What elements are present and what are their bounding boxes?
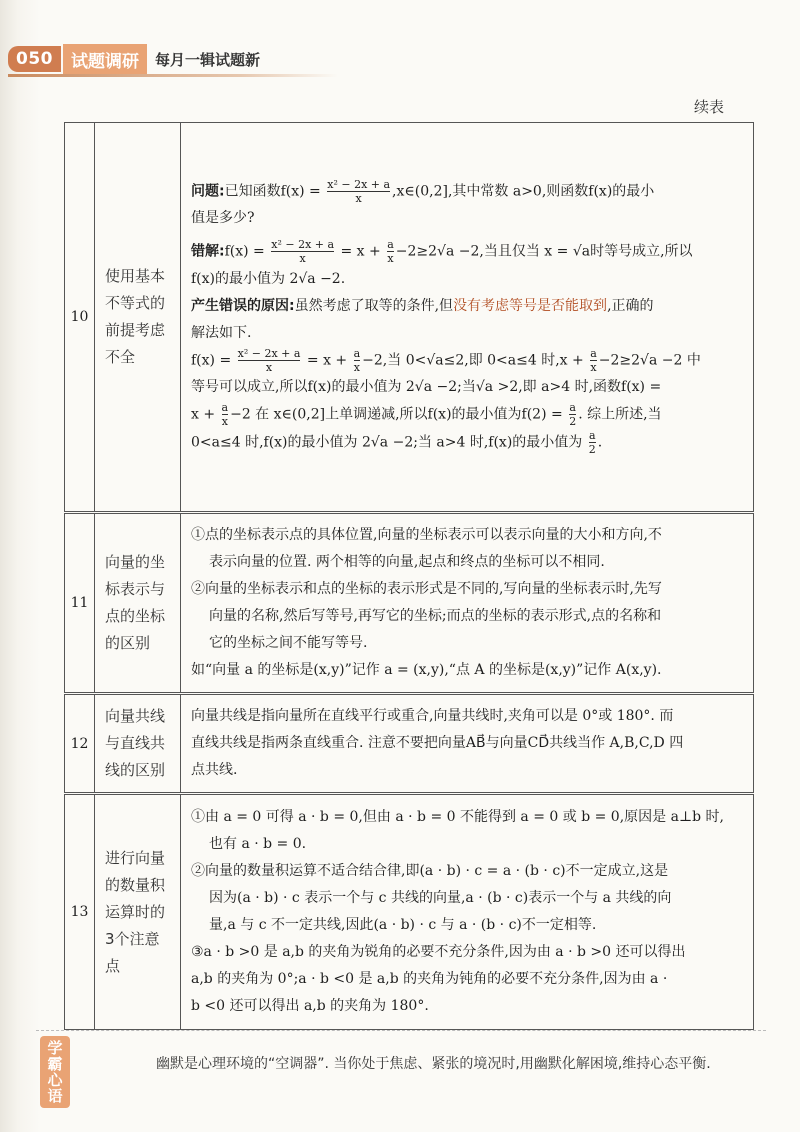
wrong-solution-line: f(x)的最小值为 2√a −2. [191,270,346,287]
content-line: 点共线. [191,762,238,778]
reason-line: 解法如下. [191,324,252,341]
content-line: 量,a 与 c 不一定共线,因此(a · b) · c 与 a · (b · c)不一定相等. [209,917,597,933]
content-line: ②向量的坐标表示和点的坐标的表示形式是不同的,写向量的坐标表示时,先写 [191,581,662,597]
reason-label: 产生错误的原因: [191,297,295,314]
footer-divider [36,1030,766,1031]
page-number: 050 [8,46,61,72]
highlighted-text: 没有考虑等号是否能取到 [453,297,608,314]
content-line: 向量共线是指向量所在直线平行或重合,向量共线时,夹角可以是 0°或 180°. 而 [191,708,674,724]
row-topic: 向量的坐标表示与点的坐标的区别 [95,513,181,694]
content-line: ②向量的数量积运算不适合结合律,即(a · b) · c = a · (b · c)不一定成立,这是 [191,863,669,879]
content-line: 它的坐标之间不能写等号. [209,635,368,651]
header-slogan: 每月一辑试题新 [155,50,261,69]
wrong-label: 错解: [191,243,225,260]
wrong-solution-line: 错解:f(x) = $\frac{\text{x² − 2x + a}}{x}$ = x + $\frac{a}{x}$ −2≥2√a −2,当且仅当 x = √a时等号成立,所以 [191,238,693,266]
question-line: 问题:已知函数f(x) = $\frac{\text{x² − 2x + a}}{x}$ ,x∈(0,2],其中常数 a>0,则函数f(x)的最小 [191,177,655,205]
fraction: $\frac{a}{x}$ [221,401,229,429]
row-content [181,513,754,694]
reason-line: 产生错误的原因:虽然考虑了取等的条件,但没有考虑等号是否能取到,正确的 [191,297,654,314]
content-line: 如“向量 a 的坐标是(x,y)”记作 a = (x,y),“点 A 的坐标是(x,y)”记作 A(x,y). [191,662,662,678]
row-content [181,123,754,513]
row-number: 11 [65,513,95,694]
solution-line: 等号可以成立,所以f(x)的最小值为 2√a −2;当√a >2,即 a>4 时,函数f(x) = [191,379,662,396]
footer-tab-label: 学霸心语 [45,1040,64,1104]
fraction: $\frac{a}{x}$ [387,238,394,266]
content-table [64,122,754,1030]
row-topic: 使用基本不等式的前提考虑不全 [95,123,181,513]
question-label: 问题: [191,183,225,200]
row-number: 13 [65,794,95,1030]
table-row [65,513,754,694]
header-divider [8,74,338,77]
content-line: a,b 的夹角为 0°;a · b <0 是 a,b 的夹角为钝角的必要不充分条件,因为由 a · [191,971,668,987]
footer-quote: 幽默是心理环境的“空调器”. 当你处于焦虑、紧张的境况时,用幽默化解困境,维持心态平衡. [156,1056,711,1072]
content-line: ③a · b >0 是 a,b 的夹角为锐角的必要不充分条件,因为由 a · b >0 还可以得出 [191,944,686,960]
continued-label: 续表 [694,98,725,116]
solution-line: 0<a≤4 时,f(x)的最小值为 2√a −2;当 a>4 时,f(x)的最小值为 $\frac{a}{2}$ . [191,428,603,456]
solution-line: f(x) = $\frac{\text{x² − 2x + a}}{x}$ = x + $\frac{a}{x}$ −2,当 0<√a≤2,即 0<a≤4 时,x + $\frac{a}{x}$ −2≥2√a −2 中 [191,346,701,374]
content-line: b <0 还可以得出 a,b 的夹角为 180°. [191,998,429,1014]
fraction: $\frac{a}{x}$ [353,346,361,374]
fraction: $\frac{a}{2}$ [569,401,577,429]
footer-tab [40,1036,70,1108]
row-number: 12 [65,694,95,794]
fraction: $\frac{\text{x² − 2x + a}}{x}$ [271,238,335,266]
table-row [65,794,754,1030]
question-line: 值是多少? [191,210,255,227]
fraction: $\frac{\text{x² − 2x + a}}{x}$ [327,177,391,205]
table-row [65,694,754,794]
row-content [181,694,754,794]
content-line: 表示向量的位置. 两个相等的向量,起点和终点的坐标可以不相同. [209,554,605,570]
fraction: $\frac{a}{2}$ [588,428,596,456]
page-header [8,44,260,74]
row-topic: 进行向量的数量积运算时的3个注意点 [95,794,181,1030]
row-number: 10 [65,123,95,513]
content-line: 直线共线是指两条直线重合. 注意不要把向量AB⃗与向量CD⃗共线当作 A,B,C,D 四 [191,735,684,751]
solution-line: x + $\frac{a}{x}$ −2 在 x∈(0,2]上单调递减,所以f(x)的最小值为f(2) = $\frac{a}{2}$ . 综上所述,当 [191,401,662,429]
row-content [181,794,754,1030]
brand-label: 试题调研 [63,44,147,75]
fraction: $\frac{\text{x² − 2x + a}}{x}$ [237,346,301,374]
fraction: $\frac{a}{x}$ [590,346,597,374]
content-line: 因为(a · b) · c 表示一个与 c 共线的向量,a · (b · c)表示一个与 a 共线的向 [209,890,672,906]
content-line: ①点的坐标表示点的具体位置,向量的坐标表示可以表示向量的大小和方向,不 [191,527,662,543]
content-line: 也有 a · b = 0. [209,836,307,852]
row-topic: 向量共线与直线共线的区别 [95,694,181,794]
content-line: ①由 a = 0 可得 a · b = 0,但由 a · b = 0 不能得到 a = 0 或 b = 0,原因是 a⊥b 时, [191,809,724,825]
content-line: 向量的名称,然后写等号,再写它的坐标;而点的坐标的表示形式,点的名称和 [209,608,662,624]
table-row [65,123,754,513]
